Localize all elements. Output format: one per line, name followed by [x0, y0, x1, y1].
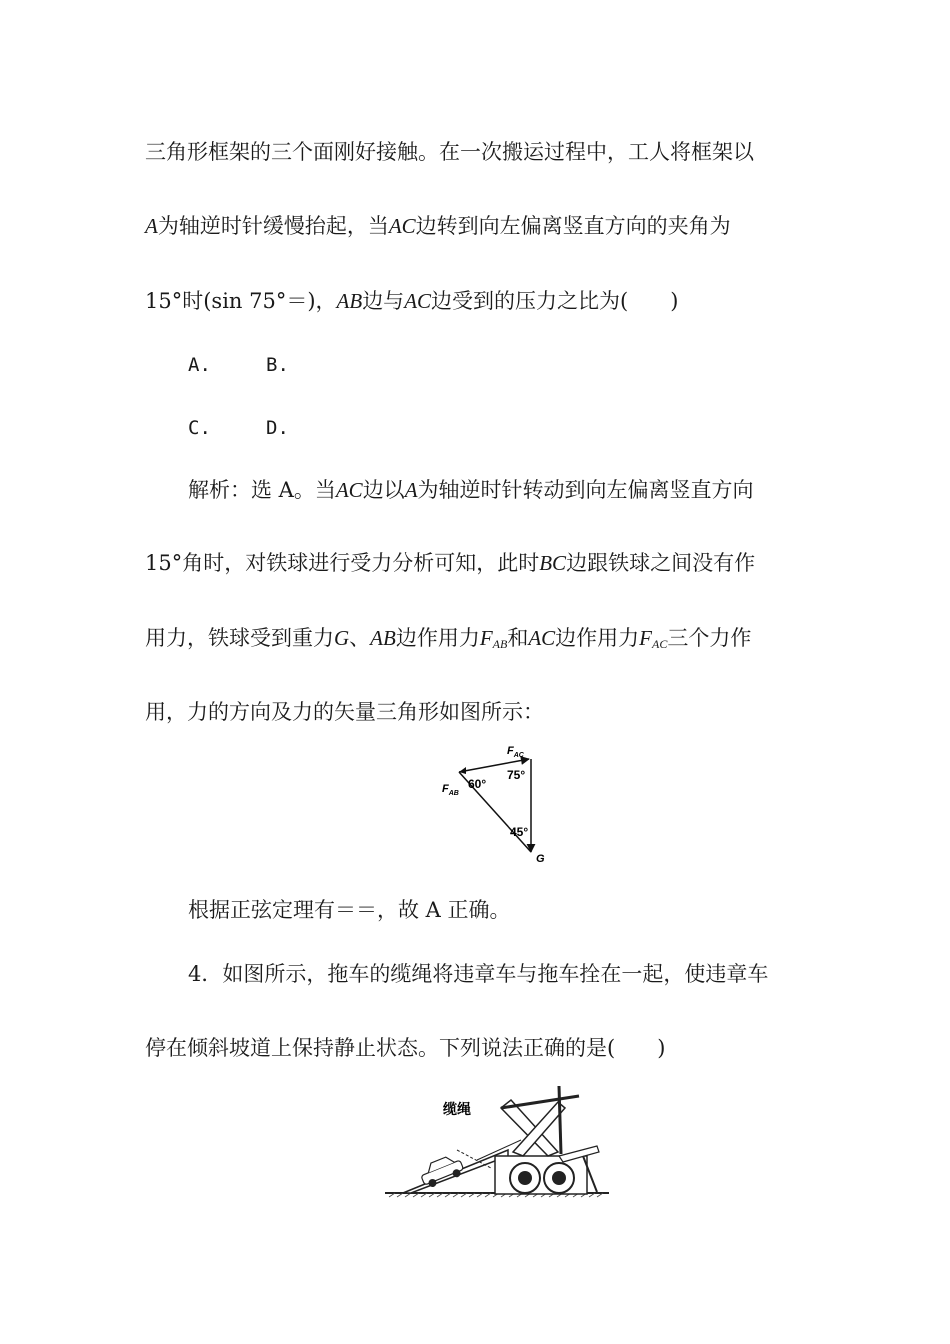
solution-line2: 15°角时，对铁球进行受力分析可知，此时BC边跟铁球之间没有作 [145, 551, 756, 575]
option-b: B. [266, 354, 289, 376]
car-icon [418, 1153, 466, 1190]
angle-75: 75° [507, 768, 526, 782]
label-fac: $F_{AC}$ [507, 745, 524, 759]
problem4-line1: 4．如图所示，拖车的缆绳将违章车与拖车拴在一起，使违章车 [188, 962, 769, 986]
solution-line1: 解析：选 A。当AC边以A为轴逆时针转动到向左偏离竖直方向 [188, 478, 754, 502]
solution-conclusion: 根据正弦定理有＝＝，故 A 正确。 [188, 898, 511, 922]
option-c: C. [188, 417, 211, 439]
solution-line4: 用，力的方向及力的矢量三角形如图所示： [145, 700, 544, 724]
option-a: A. [188, 354, 211, 376]
tow-truck-figure [383, 1080, 613, 1202]
solution-line3: 用力，铁球受到重力G、AB边作用力$F_{AB}$和AC边作用力$F_{AC}$三个力作 [145, 626, 752, 651]
option-d: D. [266, 417, 289, 439]
label-g: G [536, 853, 545, 865]
label-fab: $F_{AB}$ [442, 783, 459, 797]
problem3-line1: 三角形框架的三个面刚好接触。在一次搬运过程中，工人将框架以 [145, 140, 754, 164]
angle-60: 60° [468, 777, 487, 791]
problem3-line2: A为轴逆时针缓慢抬起，当AC边转到向左偏离竖直方向的夹角为 [145, 214, 731, 238]
problem3-line3: 15°时(sin 75°＝)，AB边与AC边受到的压力之比为( ) [145, 289, 679, 313]
force-triangle-figure [430, 738, 560, 870]
cable-label: 缆绳 [443, 1101, 471, 1117]
problem4-line2: 停在倾斜坡道上保持静止状态。下列说法正确的是( ) [145, 1036, 666, 1060]
angle-45: 45° [510, 825, 529, 839]
